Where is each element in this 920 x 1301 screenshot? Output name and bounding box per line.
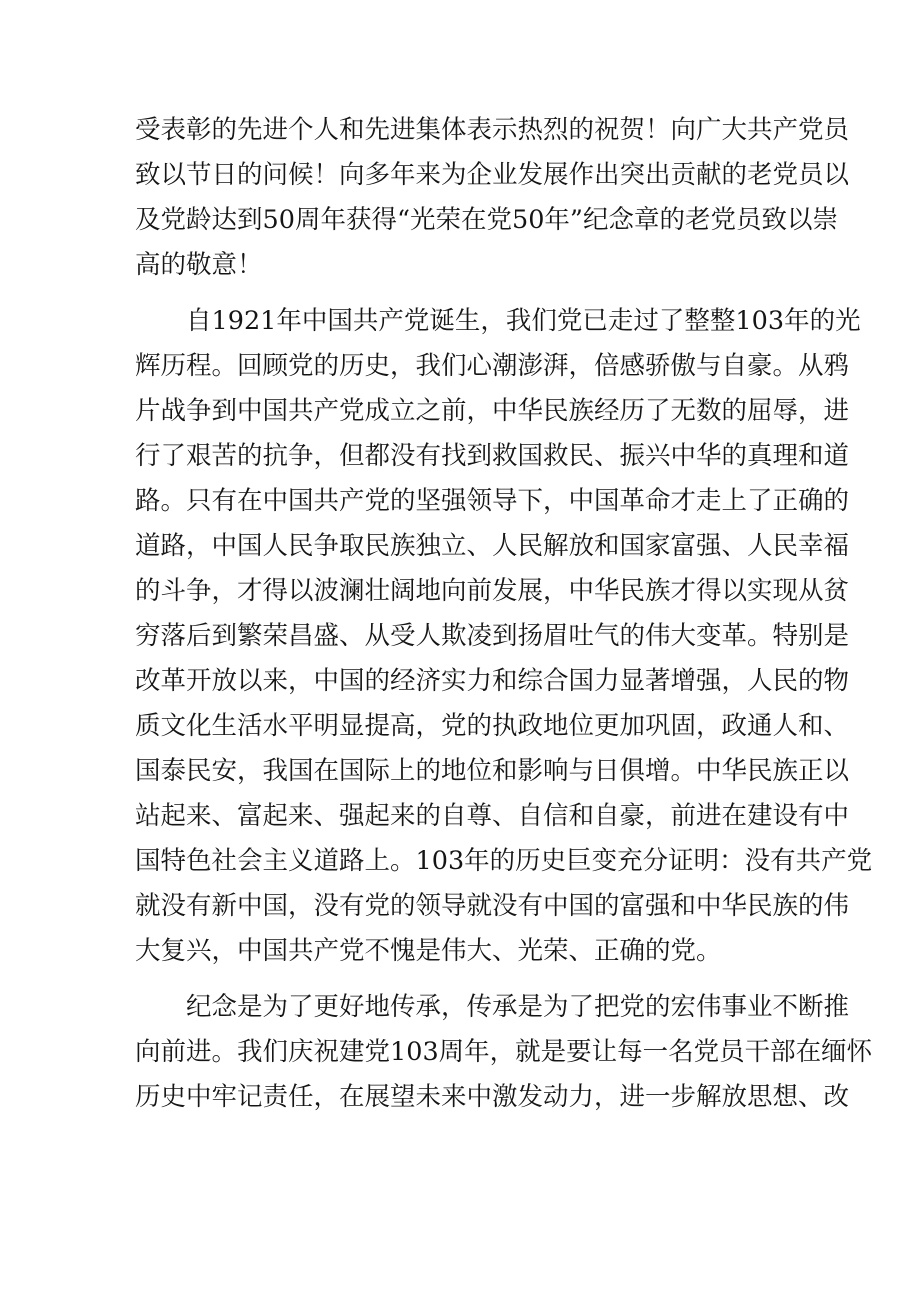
text-line: 就没有新中国，没有党的领导就没有中国的富强和中华民族的伟 [135,891,850,921]
text-line: 大复兴，中国共产党不愧是伟大、光荣、正确的党。 [135,936,722,966]
paragraph-1 [135,108,850,288]
text-line: 历史中牢记责任，在展望未来中激发动力，进一步解放思想、改 [135,1082,850,1112]
text-line: 改革开放以来，中国的经济实力和综合国力显著增强，人民的物 [135,666,850,696]
text-line: 及党龄达到50周年获得“光荣在党50年”纪念章的老党员致以崇 [135,205,838,235]
text-line: 路。只有在中国共产党的坚强领导下，中国革命才走上了正确的 [135,486,850,516]
text-line: 行了艰苦的抗争，但都没有找到救国救民、振兴中华的真理和道 [135,441,850,471]
text-line: 辉历程。回顾党的历史，我们心潮澎湃，倍感骄傲与自豪。从鸦 [135,351,850,381]
text-line: 向前进。我们庆祝建党103周年，就是要让每一名党员干部在缅怀 [135,1037,873,1067]
text-line: 穷落后到繁荣昌盛、从受人欺凌到扬眉吐气的伟大变革。特别是 [135,621,850,651]
text-line: 纪念是为了更好地传承，传承是为了把党的宏伟事业不断推 [135,992,850,1022]
paragraph-2 [135,299,873,974]
text-line: 站起来、富起来、强起来的自尊、自信和自豪，前进在建设有中 [135,801,850,831]
text-line: 致以节日的问候！向多年来为企业发展作出突出贡献的老党员以 [135,160,850,190]
text-line: 国特色社会主义道路上。103年的历史巨变充分证明：没有共产党 [135,846,873,876]
text-line: 国泰民安，我国在国际上的地位和影响与日俱增。中华民族正以 [135,756,850,786]
text-line: 自1921年中国共产党诞生，我们党已走过了整整103年的光 [135,306,861,336]
text-line: 高的敬意！ [135,250,263,280]
paragraph-gap [135,288,787,299]
text-line: 的斗争，才得以波澜壮阔地向前发展，中华民族才得以实现从贫 [135,576,850,606]
paragraph-3 [135,985,873,1120]
paragraph-gap [135,974,787,985]
text-line: 受表彰的先进个人和先进集体表示热烈的祝贺！向广大共产党员 [135,115,850,145]
text-line: 片战争到中国共产党成立之前，中华民族经历了无数的屈辱，进 [135,396,850,426]
document-body [135,108,873,1120]
text-line: 道路，中国人民争取民族独立、人民解放和国家富强、人民幸福 [135,531,850,561]
text-line: 质文化生活水平明显提高，党的执政地位更加巩固，政通人和、 [135,711,850,741]
